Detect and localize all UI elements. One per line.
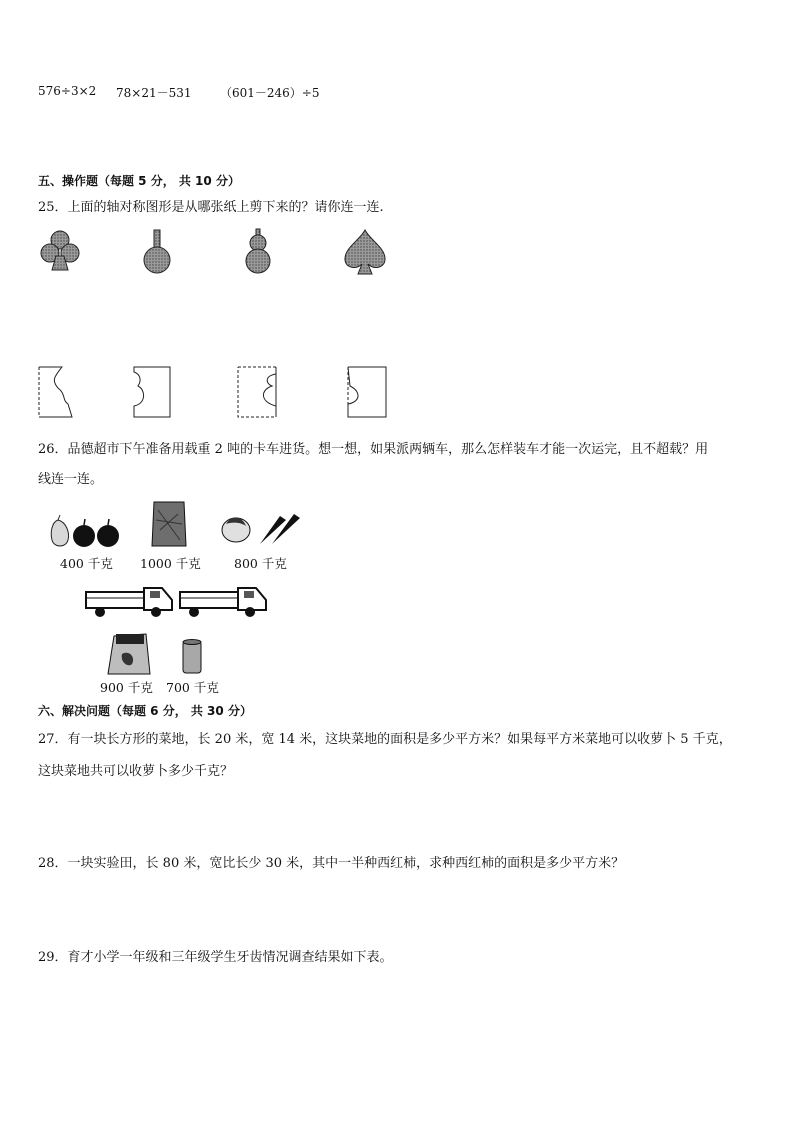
question-26-line-1: 26．品德超市下午准备用载重 2 吨的卡车进货。想一想，如果派两辆车，那么怎样装车才能一次运完，且不超载？用 [38,442,709,457]
fruit-icon [46,514,122,550]
goods-label-700: 700 千克 [166,680,219,695]
question-29: 29．育才小学一年级和三年级学生牙齿情况调查结果如下表。 [38,950,393,965]
gourd-shape-icon [240,228,280,278]
goods-label-1000: 1000 千克 [140,556,201,571]
vegetable-icon [220,508,302,548]
expression-1: 576÷3×2 [38,84,97,98]
goods-label-400: 400 千克 [60,556,113,571]
barrel-icon [180,638,204,676]
spade-shape-icon [342,228,390,278]
folded-paper-2-icon [132,366,172,418]
section-6-title: 六、解决问题（每题 6 分， 共 30 分） [38,704,252,718]
section-5-title: 五、操作题（每题 5 分， 共 10 分） [38,174,240,188]
folded-paper-4-icon [346,366,388,418]
racket-shape-icon [140,228,180,278]
question-27-line-2: 这块菜地共可以收萝卜多少千克？ [38,764,234,779]
expression-2: 78×21－531 [116,86,192,100]
question-26-line-2: 线连一连。 [38,472,104,487]
bag-icon [106,632,154,676]
folded-paper-1-icon [38,366,78,418]
club-shape-icon [36,228,86,278]
goods-label-800: 800 千克 [234,556,287,571]
question-28: 28．一块实验田，长 80 米，宽比长少 30 米，其中一半种西红柿，求种西红柿的面积是多少平方米？ [38,856,625,871]
folded-paper-3-icon [236,366,280,418]
truck-2-icon [178,582,270,620]
question-25: 25．上面的轴对称图形是从哪张纸上剪下来的？请你连一连. [38,200,384,215]
expression-3: （601－246）÷5 [220,86,320,100]
goods-label-900: 900 千克 [100,680,153,695]
sack-icon [148,500,190,550]
truck-1-icon [84,582,176,620]
question-27-line-1: 27．有一块长方形的菜地，长 20 米，宽 14 米，这块菜地的面积是多少平方米？如果每平方米菜地可以收萝卜 5 千克， [38,732,732,747]
